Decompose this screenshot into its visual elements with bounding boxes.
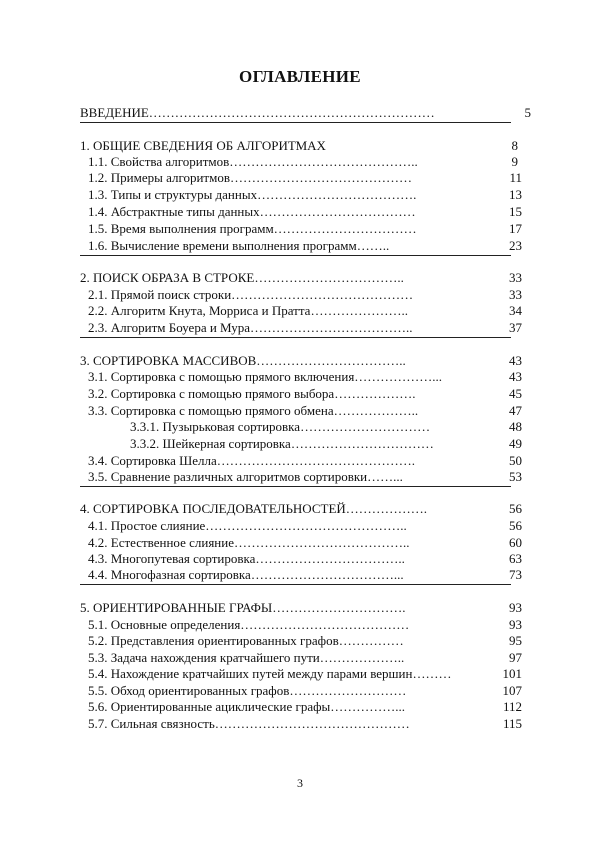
toc-entry[interactable] [0,716,600,732]
toc-entry-title: 5.2. Представления ориентированных графов…………… [88,633,404,648]
toc-entry[interactable] [0,518,600,534]
toc-entry-page: 50 [509,453,522,468]
toc-entry-page: 37 [509,320,522,335]
page-number: 3 [297,776,303,790]
toc-entry-page: 53 [509,469,522,484]
toc-entry-title: 2.1. Прямой поиск строки…………………………………… [88,287,414,302]
toc-entry-title: 5.1. Основные определения………………………………… [88,617,410,632]
toc-entry-title: 4. СОРТИРОВКА ПОСЛЕДОВАТЕЛЬНОСТЕЙ………………. [80,501,428,516]
toc-entry-title: 5.5. Обход ориентированных графов……………………… [88,683,407,698]
toc-entry[interactable] [0,419,600,435]
toc-entry-title: 5.4. Нахождение кратчайших путей между парами вершин……… [88,666,452,681]
toc-entry-title: 5.6. Ориентированные ациклические графы……………... [88,699,406,714]
toc-entry-title: 3. СОРТИРОВКА МАССИВОВ…………………………….. [80,353,406,368]
toc-entry-page: 33 [509,270,522,285]
toc-entry[interactable] [0,353,600,369]
toc-entry-title: 2.3. Алгоритм Боуера и Мура……………………………….. [88,320,413,335]
toc-entry[interactable] [0,105,600,121]
toc-entry[interactable] [0,551,600,567]
toc-entry[interactable] [0,535,600,551]
toc-entry[interactable] [0,287,600,303]
toc-entry-title: 3.3.1. Пузырьковая сортировка………………………… [130,419,431,434]
toc-entry-page: 11 [509,170,522,185]
toc-entry-title: 1.6. Вычисление времени выполнения программ…….. [88,238,390,253]
toc-entry[interactable] [0,154,600,170]
toc-entry-page: 97 [509,650,522,665]
toc-entry-page: 93 [509,600,522,615]
toc-entry-page: 17 [509,221,522,236]
toc-entry-title: 4.1. Простое слияние……………………………………….. [88,518,407,533]
toc-entry-page: 33 [509,287,522,302]
toc-entry-page: 60 [509,535,522,550]
toc-entry-page: 93 [509,617,522,632]
toc-entry[interactable] [0,238,600,254]
toc-entry-title: 1.4. Абстрактные типы данных……………………………… [88,204,416,219]
toc-entry-title: 3.1. Сортировка с помощью прямого включения………………... [88,369,443,384]
toc-entry[interactable] [0,617,600,633]
toc-entry-page: 13 [509,187,522,202]
toc-entry-page: 73 [509,567,522,582]
toc-entry-page: 115 [502,716,522,731]
toc-entry-page: 34 [509,303,522,318]
toc-entry-title: 4.2. Естественное слияние………………………………….. [88,535,410,550]
toc-entry[interactable] [0,303,600,319]
toc-entry[interactable] [0,567,600,583]
section-divider [80,122,511,123]
section-divider [80,584,511,585]
toc-entry-page: 56 [509,501,522,516]
toc-entry[interactable] [0,436,600,452]
toc-entry-page: 112 [502,699,522,714]
toc-entry-title: 5.7. Сильная связность……………………………………… [88,716,410,731]
toc-entry-title: 5. ОРИЕНТИРОВАННЫЕ ГРАФЫ…………………………. [80,600,406,615]
toc-entry[interactable] [0,683,600,699]
section-divider [80,255,511,256]
toc-entry-title: 3.3. Сортировка с помощью прямого обмена……………….. [88,403,419,418]
toc-entry[interactable] [0,369,600,385]
toc-entry[interactable] [0,187,600,203]
toc-entry[interactable] [0,320,600,336]
toc-entry-page: 43 [509,369,522,384]
toc-entry-page: 15 [509,204,522,219]
toc-entry[interactable] [0,650,600,666]
toc-entry-page: 8 [511,138,518,153]
toc-entry[interactable] [0,221,600,237]
toc-entry-page: 101 [502,666,522,681]
toc-entry-title: 3.5. Сравнение различных алгоритмов сортировки……... [88,469,403,484]
toc-entry-title: 3.4. Сортировка Шелла………………………………………. [88,453,416,468]
toc-entry-title: 3.3.2. Шейкерная сортировка…………………………… [130,436,434,451]
toc-entry[interactable] [0,666,600,682]
toc-entry-page: 107 [502,683,522,698]
toc-entry-title: 4.3. Многопутевая сортировка…………………………….. [88,551,405,566]
toc-entry-title: 1.3. Типы и структуры данных………………………………. [88,187,417,202]
section-divider [80,486,511,487]
toc-entry-page: 23 [509,238,522,253]
page-title: ОГЛАВЛЕНИЕ [239,67,361,86]
toc-entry[interactable] [0,204,600,220]
toc-entry-page: 47 [509,403,522,418]
toc-entry[interactable] [0,699,600,715]
toc-entry[interactable] [0,270,600,286]
toc-entry-title: 1.1. Свойства алгоритмов…………………………………….. [88,154,418,169]
toc-entry-title: 1.2. Примеры алгоритмов…………………………………… [88,170,412,185]
toc-entry-page: 5 [524,105,531,120]
toc-entry[interactable] [0,600,600,616]
toc-entry-title: 1.5. Время выполнения программ…………………………… [88,221,417,236]
toc-entry-page: 48 [509,419,522,434]
toc-entry-page: 43 [509,353,522,368]
toc-entry-page: 49 [509,436,522,451]
toc-entry[interactable] [0,453,600,469]
toc-entry-page: 45 [509,386,522,401]
toc-entry-page: 63 [509,551,522,566]
toc-entry-title: 1. ОБЩИЕ СВЕДЕНИЯ ОБ АЛГОРИТМАХ [80,138,326,153]
toc-entry[interactable] [0,170,600,186]
toc-entry[interactable] [0,633,600,649]
toc-entry-title: 4.4. Многофазная сортировка……………………………... [88,567,404,582]
toc-entry-page: 56 [509,518,522,533]
toc-entry[interactable] [0,403,600,419]
toc-entry-title: 2.2. Алгоритм Кнута, Морриса и Пратта………………….. [88,303,408,318]
toc-entry-page: 9 [511,154,518,169]
toc-entry-title: 5.3. Задача нахождения кратчайшего пути……………….. [88,650,405,665]
toc-entry[interactable] [0,386,600,402]
toc-entry[interactable] [0,469,600,485]
toc-entry-page: 95 [509,633,522,648]
toc-entry-title: ВВЕДЕНИЕ………………………………………………………… [80,105,435,120]
toc-entry-title: 2. ПОИСК ОБРАЗА В СТРОКЕ…………………………….. [80,270,404,285]
section-divider [80,337,511,338]
toc-entry-title: 3.2. Сортировка с помощью прямого выбора………………. [88,386,416,401]
toc-entry[interactable] [0,501,600,517]
toc-entry[interactable] [0,138,600,154]
